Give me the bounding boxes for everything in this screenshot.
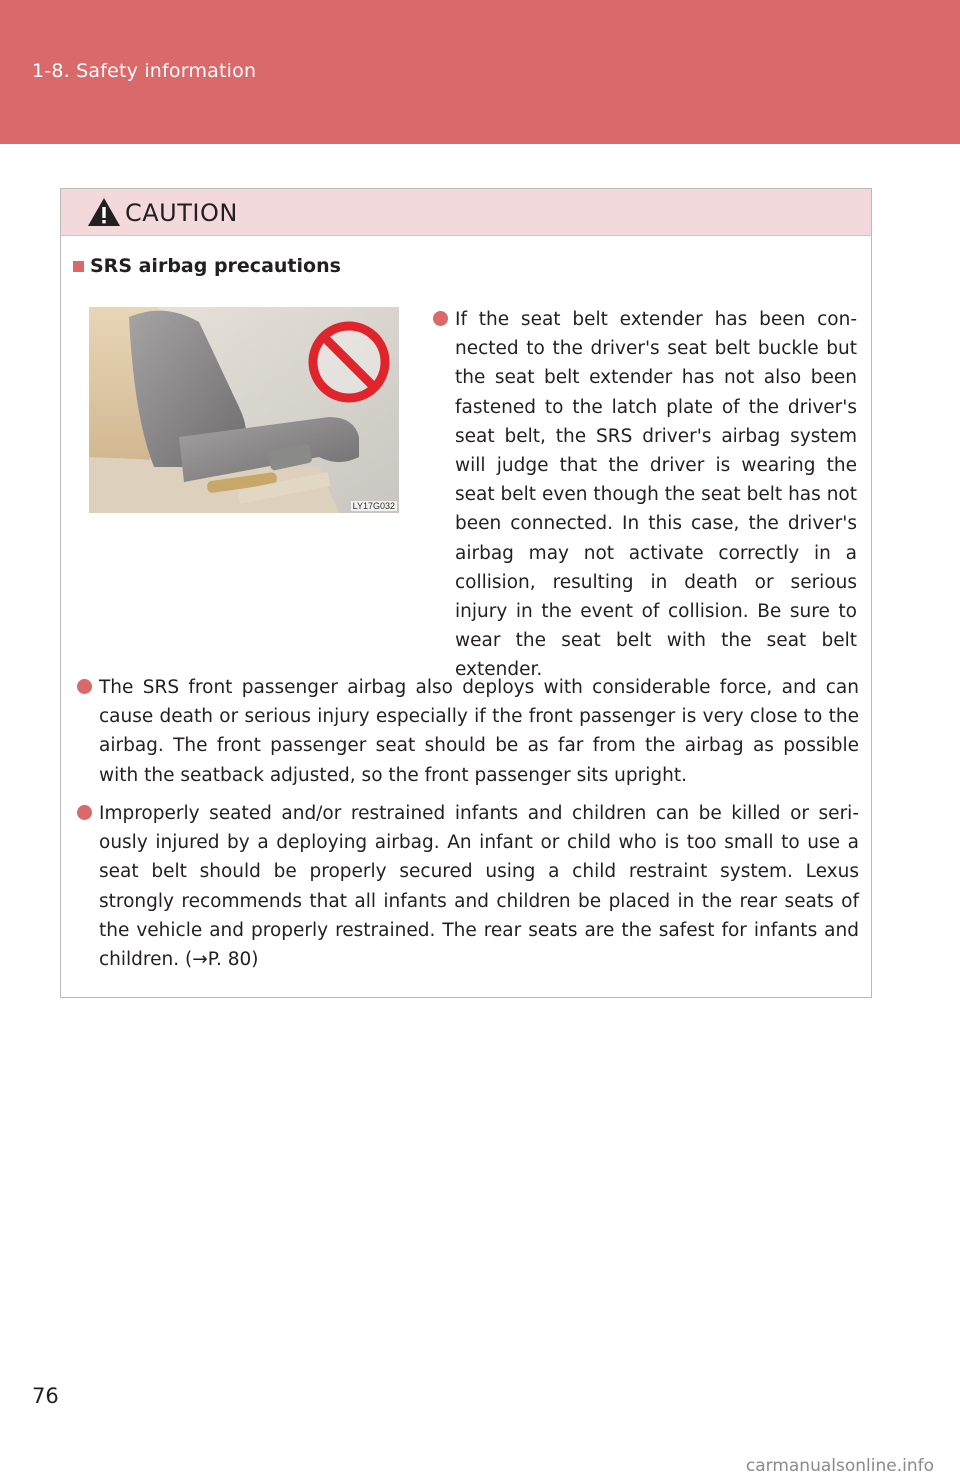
bullet-dot-icon — [77, 679, 92, 694]
section-subheading — [73, 255, 341, 277]
bullet-item — [77, 673, 859, 790]
bullet-text: If the seat belt extender has been con-nected to the driver's seat belt buckle but the seat belt extender has not also been fastened to the latch plate of the driver's seat belt, the SRS driver's airbag system will judge that the driver is wearing the seat belt even though the seat belt has not been connected. In this case, the driver's airbag may not activate correctly in a collision, resulting in death or serious injury in the event of collision. Be sure to wear the seat belt with the seat belt extender. — [455, 309, 857, 681]
caution-label: CAUTION — [125, 199, 238, 227]
bullet-dot-icon — [433, 311, 448, 326]
caution-box — [60, 188, 872, 998]
warning-triangle-icon — [87, 197, 121, 227]
bullet-text: Improperly seated and/or restrained infants and children can be killed or seri-ously injured by a deploying airbag. An infant or child who is too small to use a seat belt should be properly secured using a child restraint system. Lexus strongly recommends that all infants and children be placed in the rear seats of the vehicle and properly restrained. The rear seats are the safest for infants and children. (→P. 80) — [99, 803, 859, 971]
image-code: LY17G032 — [352, 501, 395, 511]
bullet-dot-icon — [77, 805, 92, 820]
section-title: 1-8. Safety information — [32, 60, 257, 82]
illustration-drawing — [89, 307, 399, 513]
square-bullet-icon — [73, 261, 84, 272]
header-band — [0, 0, 960, 144]
seat-belt-extender-illustration — [89, 307, 399, 513]
page-number: 76 — [32, 1384, 59, 1408]
prohibition-sign-icon — [311, 324, 387, 400]
caution-header — [61, 189, 871, 236]
subheading-text: SRS airbag precautions — [90, 255, 341, 277]
bullet-item — [433, 305, 857, 685]
bullet-item — [77, 799, 859, 974]
watermark: carmanualsonline.info — [745, 1456, 934, 1476]
bullet-text: The SRS front passenger airbag also deploys with considerable force, and can cause death or serious injury especially if the front passenger is very close to the airbag. The front passenger seat should be as far from the airbag as possible with the seatback adjusted, so the front passenger sits upright. — [99, 677, 859, 786]
